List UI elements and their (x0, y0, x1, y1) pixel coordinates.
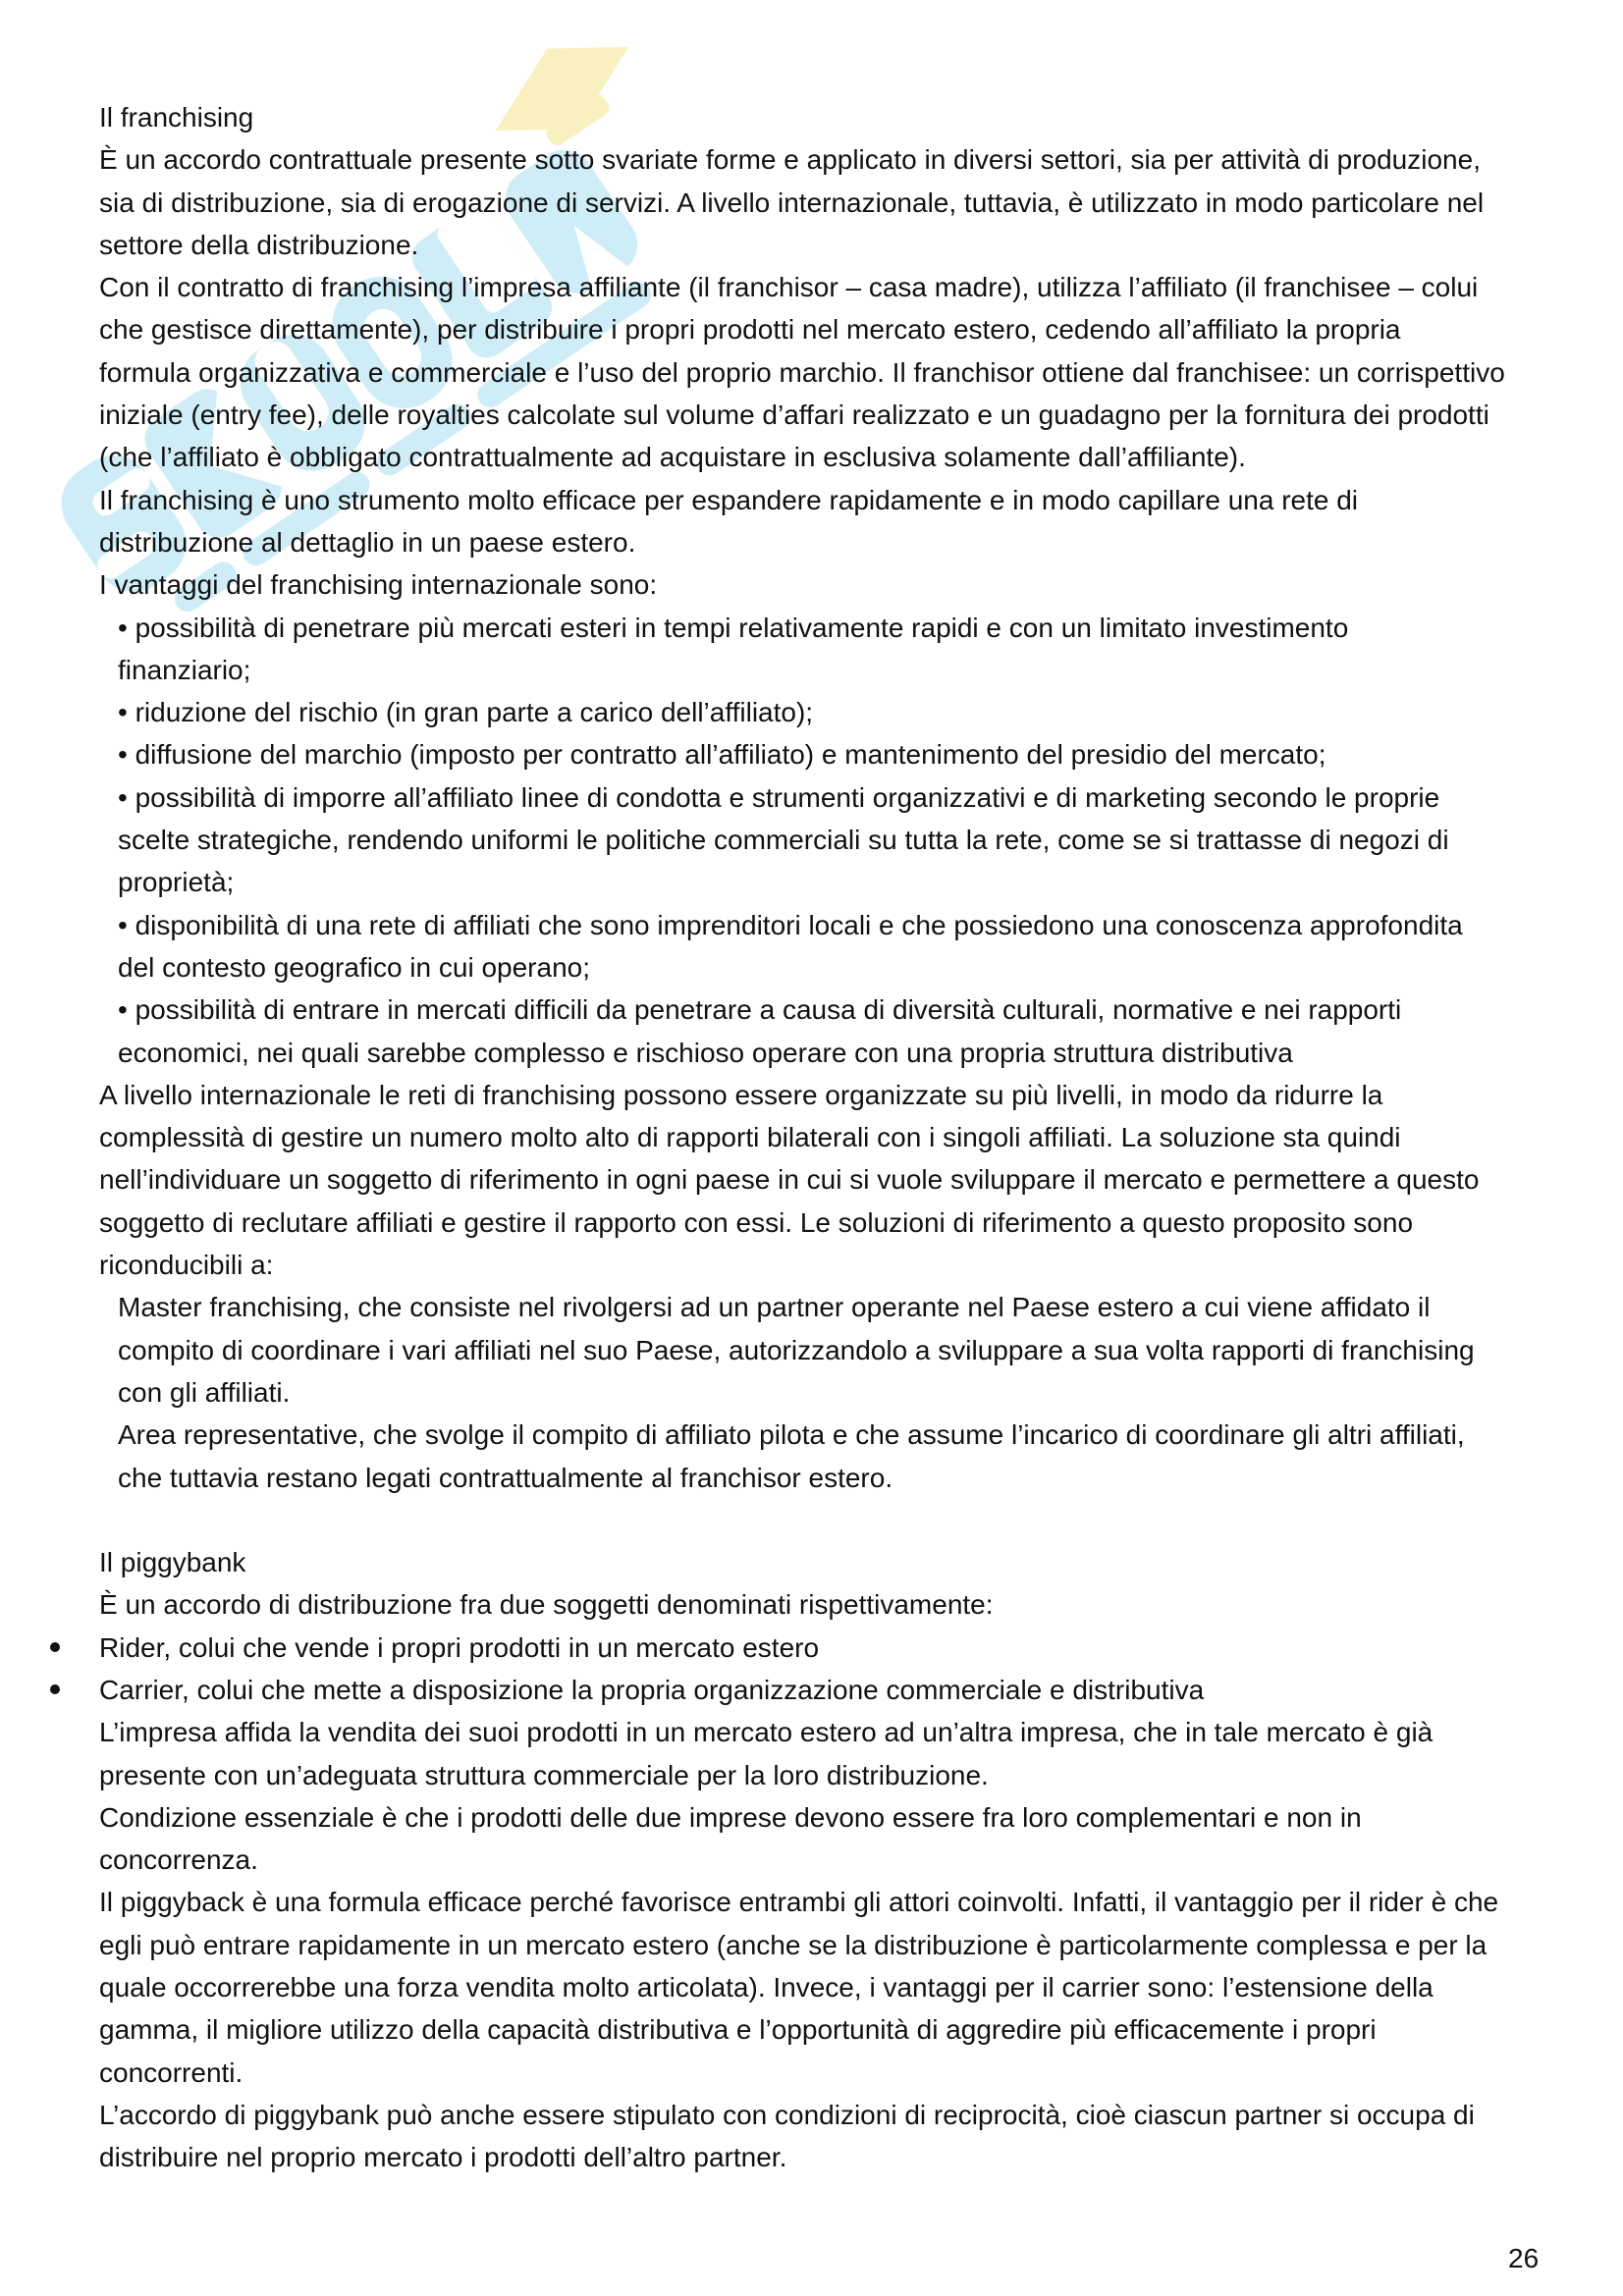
text-line: Con il contratto di franchising l’impresa affiliante (il franchisor – casa madre), utilizza l’affiliato (il franchisee – colui (99, 272, 1479, 303)
list-item-text: finanziario; (118, 654, 251, 685)
text-line: distribuire nel proprio mercato i prodotti dell’altro partner. (99, 2142, 787, 2173)
list-item-text: • riduzione del rischio (in gran parte a carico dell’affiliato); (118, 697, 814, 728)
section-franchising (0, 96, 1623, 1499)
list-item-text: proprietà; (118, 867, 235, 898)
text-line: (che l’affiliato è obbligato contrattualmente ad acquistare in esclusiva solamente dall’affiliante). (99, 442, 1246, 473)
parties-list (0, 1627, 1623, 1712)
paragraph-condition (0, 1796, 1623, 1882)
list-item-text: del contesto geografico in cui operano; (118, 951, 590, 983)
text-line: con gli affiliati. (118, 1376, 291, 1408)
list-item-rider (0, 1627, 1623, 1669)
list-item-text: • possibilità di penetrare più mercati esteri in tempi relativamente rapidi e con un limitato investimento (118, 612, 1349, 643)
text-line: L’accordo di piggybank può anche essere stipulato con condizioni di reciprocità, cioè ciascun partner si occupa di (99, 2099, 1475, 2130)
text-line: È un accordo contrattuale presente sotto svariate forme e applicato in diversi settori, sia per attività di produzione, (99, 144, 1481, 176)
advantages-list (0, 607, 1623, 1074)
list-item-text: • disponibilità di una rete di affiliati che sono imprenditori locali e che possiedono una conoscenza approfondita (118, 909, 1463, 940)
text-line: sia di distribuzione, sia di erogazione di servizi. A livello internazionale, tuttavia, è utilizzato in modo particolare nel (99, 187, 1485, 218)
text-line: che gestisce direttamente), per distribuire i propri prodotti nel mercato estero, cedendo all’affiliato la propria (99, 314, 1401, 346)
paragraph-spacer (0, 1499, 1623, 1541)
list-item (0, 691, 1623, 733)
list-item (0, 733, 1623, 775)
list-item-text: • possibilità di imporre all’affiliato linee di condotta e strumenti organizzativi e di marketing secondo le proprie (118, 781, 1440, 813)
text-line: concorrenti. (99, 2056, 243, 2088)
text-line: quale occorrerebbe una forza vendita molto articolata). Invece, i vantaggi per il carrier sono: l’estensione della (99, 1972, 1434, 2003)
page-content (0, 96, 1623, 2179)
paragraph-intro (0, 138, 1623, 266)
list-item-text: • possibilità di entrare in mercati difficili da penetrare a causa di diversità culturali, normative e nei rapporti (118, 994, 1402, 1026)
solutions-list (0, 1286, 1623, 1498)
list-item (0, 904, 1623, 989)
text-line: complessità di gestire un numero molto alto di rapporti bilaterali con i singoli affiliati. La soluzione sta quindi (99, 1122, 1401, 1153)
text-line: che tuttavia restano legati contrattualmente al franchisor estero. (118, 1462, 893, 1493)
list-item-carrier (0, 1669, 1623, 1711)
text-line: Il franchising è uno strumento molto efficace per espandere rapidamente e in modo capillare una rete di (99, 484, 1359, 515)
text-line: settore della distribuzione. (99, 229, 419, 260)
text-line: Master franchising, che consiste nel rivolgersi ad un partner operante nel Paese estero a cui viene affidato il (118, 1292, 1431, 1323)
solution-area-representative (0, 1414, 1623, 1499)
text-line: È un accordo di distribuzione fra due soggetti denominati rispettivamente: (99, 1589, 994, 1621)
text-line: presente con un’adeguata struttura commerciale per la loro distribuzione. (99, 1759, 989, 1790)
paragraph-delegation (0, 1711, 1623, 1796)
list-item-text: Carrier, colui che mette a disposizione la propria organizzazione commerciale e distributiva (99, 1674, 1205, 1705)
section-title: Il piggybank (99, 1547, 246, 1578)
paragraph-international (0, 1074, 1623, 1286)
text-line: egli può entrare rapidamente in un mercato estero (anche se la distribuzione è particolarmente complessa e per la (99, 1929, 1488, 1960)
section-title: Il franchising (99, 102, 254, 133)
text-line: distribuzione al dettaglio in un paese estero. (99, 526, 636, 558)
text-line: riconducibili a: (99, 1250, 274, 1281)
advantages-heading: I vantaggi del franchising internazionale sono: (99, 569, 658, 601)
text-line: formula organizzativa e commerciale e l’uso del proprio marchio. Il franchisor ottiene dal franchisee: un corrispettivo (99, 356, 1505, 388)
text-line: A livello internazionale le reti di franchising possono essere organizzate su più livelli, in modo da ridurre la (99, 1079, 1383, 1110)
list-item (0, 607, 1623, 692)
text-line: gamma, il migliore utilizzo della capacità distributiva e l’opportunità di aggredire più efficacemente i propri (99, 2014, 1377, 2046)
text-line: soggetto di reclutare affiliati e gestire il rapporto con essi. Le soluzioni di riferimento a questo proposito sono (99, 1206, 1414, 1238)
text-line: Condizione essenziale è che i prodotti delle due imprese devono essere fra loro complementari e non in (99, 1801, 1362, 1833)
text-line: concorrenza. (99, 1844, 258, 1876)
text-line: L’impresa affida la vendita dei suoi prodotti in un mercato estero ad un’altra impresa, che in tale mercato è già (99, 1717, 1434, 1748)
text-line: nell’individuare un soggetto di riferimento in ogni paese in cui si vuole sviluppare il mercato e permettere a questo (99, 1164, 1480, 1196)
list-item-text: scelte strategiche, rendendo uniformi le politiche commerciali su tutta la rete, come se si trattasse di negozi di (118, 825, 1449, 856)
list-item-text: economici, nei quali sarebbe complesso e rischioso operare con una propria struttura distributiva (118, 1037, 1293, 1068)
paragraph-contract (0, 266, 1623, 478)
list-item-text: • diffusione del marchio (imposto per contratto all’affiliato) e mantenimento del presidio del mercato; (118, 739, 1326, 771)
text-line: Area representative, che svolge il compito di affiliato pilota e che assume l’incarico di coordinare gli altri affiliati, (118, 1419, 1465, 1451)
list-item (0, 776, 1623, 904)
paragraph-efficacy (0, 479, 1623, 564)
list-item-text: Rider, colui che vende i propri prodotti in un mercato estero (99, 1631, 820, 1663)
text-line: compito di coordinare i vari affiliati nel suo Paese, autorizzandolo a sviluppare a sua volta rapporti di franchising (118, 1334, 1475, 1365)
solution-master-franchising (0, 1286, 1623, 1414)
section-piggyback (0, 1541, 1623, 2178)
text-line: Il piggyback è una formula efficace perché favorisce entrambi gli attori coinvolti. Infatti, il vantaggio per il rider è che (99, 1887, 1499, 1918)
paragraph-reciprocity (0, 2094, 1623, 2179)
paragraph-benefits (0, 1881, 1623, 2093)
list-item (0, 988, 1623, 1074)
page-number: 26 (1508, 2243, 1540, 2273)
text-line: iniziale (entry fee), delle royalties calcolate sul volume d’affari realizzato e un guadagno per la fornitura dei prodotti (99, 400, 1489, 431)
